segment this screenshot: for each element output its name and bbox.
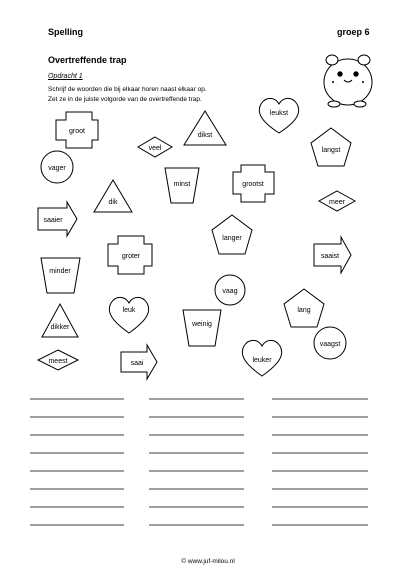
instruction-line-2: Zet ze in de juiste volgorde van de overtreffende trap.: [48, 96, 202, 103]
word-langer: langer: [222, 235, 242, 242]
word-shape-meer: [319, 191, 355, 211]
word-shape-vaag: [215, 275, 245, 305]
word-shape-leukst: [259, 98, 298, 133]
worksheet-title: Overtreffende trap: [48, 55, 127, 65]
word-shape-groot: [56, 112, 98, 148]
word-leuker: leuker: [252, 357, 272, 364]
word-saaist: saaist: [320, 253, 340, 260]
subject-title: Spelling: [48, 27, 84, 37]
word-minder: minder: [49, 268, 71, 275]
word-shape-langst: [311, 128, 351, 166]
word-shape-veel: [138, 137, 172, 157]
exercise-label: Opdracht 1: [48, 73, 83, 80]
word-shape-leuker: [242, 340, 281, 376]
group-label: groep 6: [337, 27, 370, 37]
word-shape-minder: [41, 258, 80, 293]
word-shape-groter: [108, 236, 152, 274]
word-saai: saai: [130, 360, 144, 367]
word-groot: groot: [69, 128, 85, 135]
word-vaagst: vaagst: [319, 341, 341, 348]
word-leuk: leuk: [122, 307, 136, 314]
word-shape-meest: [38, 350, 78, 370]
word-shape-dikker: [42, 304, 78, 337]
word-weinig: weinig: [192, 321, 212, 328]
word-shape-langer: [212, 215, 252, 254]
word-dikker: dikker: [50, 324, 70, 331]
answer-lines: [30, 399, 368, 525]
instruction-line-1: Schrijf de woorden die bij elkaar horen naast elkaar op.: [48, 86, 207, 93]
word-grootst: grootst: [242, 181, 264, 188]
word-dik: dik: [108, 199, 118, 206]
word-veel: veel: [148, 145, 162, 152]
word-groter: groter: [121, 253, 141, 260]
word-shape-lang: [284, 289, 324, 327]
word-shape-dikst: [184, 111, 226, 145]
word-langst: langst: [321, 147, 341, 154]
word-vaag: vaag: [222, 288, 238, 295]
word-shape-saaist: [314, 237, 351, 273]
hamster-mascot-icon: [324, 55, 372, 107]
word-shape-vaagst: [314, 327, 346, 359]
word-shape-weinig: [183, 310, 221, 346]
word-shape-grootst: [233, 165, 274, 202]
word-leukst: leukst: [269, 110, 289, 117]
word-saaier: saaier: [43, 217, 63, 224]
word-vager: vager: [48, 165, 66, 172]
footer-credit: © www.juf-milou.nl: [181, 558, 235, 565]
word-shape-minst: [165, 168, 199, 203]
word-dikst: dikst: [197, 132, 213, 139]
word-shape-vager: [41, 151, 73, 183]
word-meest: meest: [48, 358, 68, 365]
word-shape-dik: [94, 180, 132, 212]
word-minst: minst: [173, 181, 191, 188]
word-lang: lang: [297, 307, 311, 314]
word-shape-leuk: [109, 297, 148, 333]
word-shape-saaier: [38, 202, 77, 236]
word-shape-saai: [121, 345, 157, 379]
word-meer: meer: [329, 199, 345, 206]
